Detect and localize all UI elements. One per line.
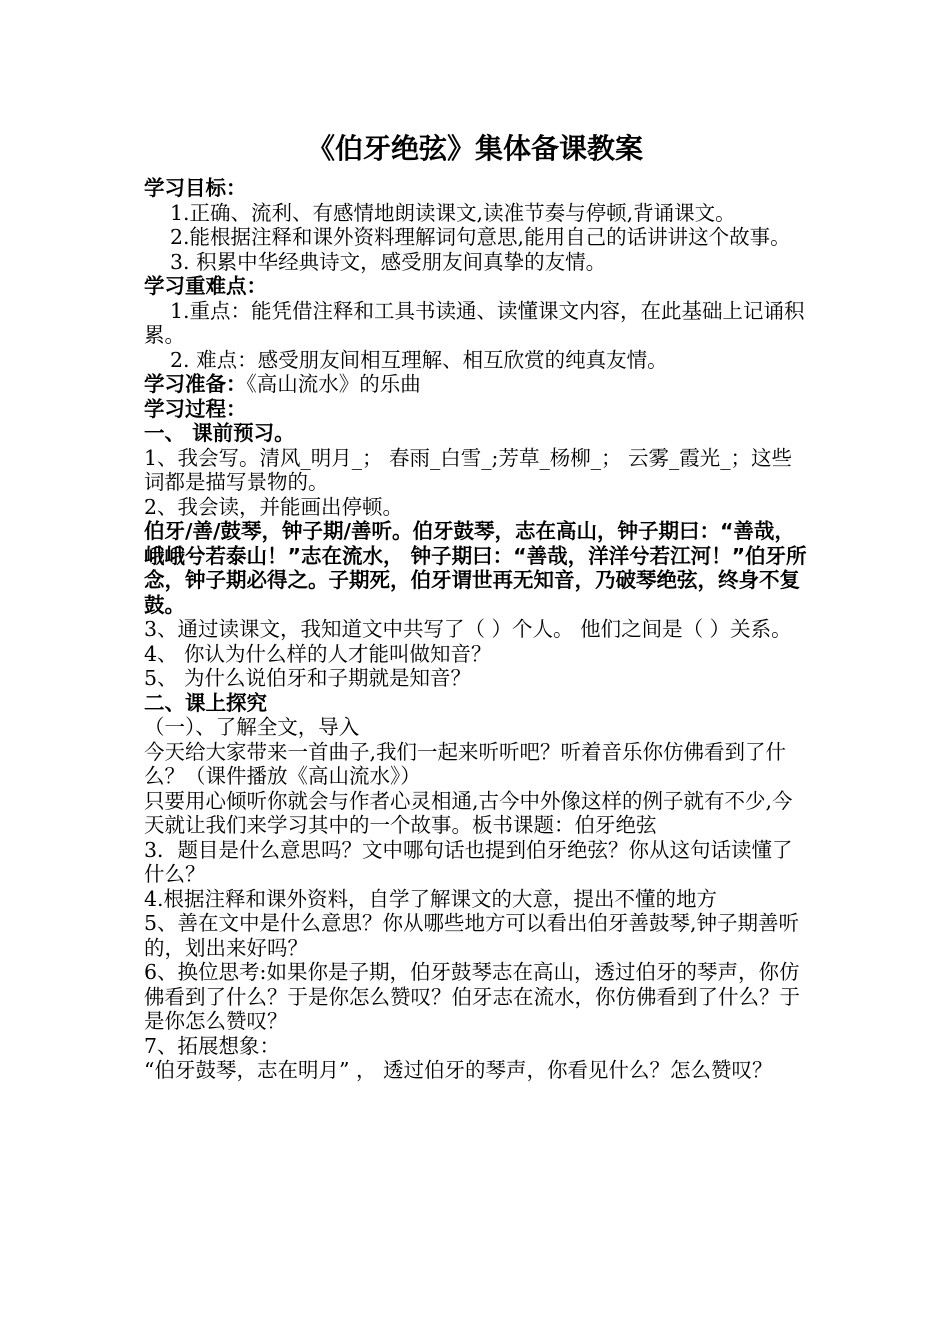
- prep-text: 《高山流水》的乐曲: [246, 372, 421, 396]
- goal-item-1: 1.正确、流利、有感情地朗读课文,读准节奏与停顿,背诵课文。: [170, 200, 736, 225]
- part1-heading: 一、 课前预习。: [144, 421, 295, 445]
- class-line-3: 3．题目是什么意思吗？文中哪句话也提到伯牙绝弦？你从这句话读懂了什么？: [144, 837, 793, 886]
- class-line-5: 5、善在文中是什么意思？你从哪些地方可以看出伯牙善鼓琴,钟子期善听的，划出来好吗？: [144, 911, 800, 960]
- preview-question-2: 2、我会读，并能画出停顿。: [144, 494, 404, 519]
- class-line-1: 今天给大家带来一首曲子,我们一起来听听吧？听着音乐你仿佛看到了什么？（课件播放《高山流水》）: [144, 739, 787, 788]
- keypoint-item-2: 2. 难点：感受朋友间相互理解、相互欣赏的纯真友情。: [170, 347, 668, 372]
- keypoint-item-1: 1.重点：能凭借注释和工具书读通、读懂课文内容，在此基础上记诵积累。: [144, 298, 805, 347]
- preview-question-5: 5、 为什么说伯牙和子期就是知音？: [144, 666, 472, 690]
- document-body: [144, 176, 812, 1083]
- section-heading-process: 学习过程：: [144, 396, 247, 421]
- section-heading-goals: 学习目标：: [144, 176, 247, 200]
- class-line-7: 7、拓展想象：: [144, 1033, 281, 1058]
- page-title: 《伯牙绝弦》集体备课教案: [306, 132, 643, 165]
- section-heading-keypoints: 学习重难点：: [144, 274, 267, 298]
- preview-question-3: 3、通过读课文，我知道文中共写了（ ）个人。 他们之间是（ ）关系。: [144, 617, 792, 641]
- class-line-6: 6、换位思考:如果你是子期，伯牙鼓琴志在高山，透过伯牙的琴声，你仿佛看到了什么？于是你怎么赞叹？伯牙志在流水，你仿佛看到了什么？于是你怎么赞叹？: [144, 960, 800, 1033]
- section-heading-prep: 学习准备：: [144, 372, 247, 396]
- part2-subheading: （一）、了解全文，导入: [144, 715, 360, 739]
- class-line-2: 只要用心倾听你就会与作者心灵相通,古今中外像这样的例子就有不少,今天就让我们来学习其中的一个故事。板书课题：伯牙绝弦: [144, 788, 793, 837]
- classical-passage: 伯牙/善/鼓琴，钟子期/善听。伯牙鼓琴，志在高山，钟子期曰：“善哉，峨峨兮若泰山！”志在流水， 钟子期曰：“善哉，洋洋兮若江河！”伯牙所念，钟子期必得之。子期死，伯牙谓世再无知音，乃破琴绝弦，终身不复鼓。: [144, 519, 807, 617]
- prep-line: [144, 372, 812, 397]
- goal-item-3: 3. 积累中华经典诗文，感受朋友间真挚的友情。: [170, 249, 607, 274]
- preview-question-4: 4、 你认为什么样的人才能叫做知音？: [144, 641, 492, 666]
- preview-question-1: 1、我会写。清风_明月_； 春雨_白雪_;芳草_杨柳_； 云雾_霞光_；这些词都是描写景物的。: [144, 445, 792, 494]
- class-line-4: 4.根据注释和课外资料，自学了解课文的大意，提出不懂的地方: [144, 886, 718, 911]
- goal-item-2: 2.能根据注释和课外资料理解词句意思,能用自己的话讲讲这个故事。: [170, 225, 791, 249]
- class-line-8: “伯牙鼓琴，志在明月” ， 透过伯牙的琴声，你看见什么？怎么赞叹？: [144, 1058, 773, 1082]
- part2-heading: 二、课上探究: [144, 690, 267, 715]
